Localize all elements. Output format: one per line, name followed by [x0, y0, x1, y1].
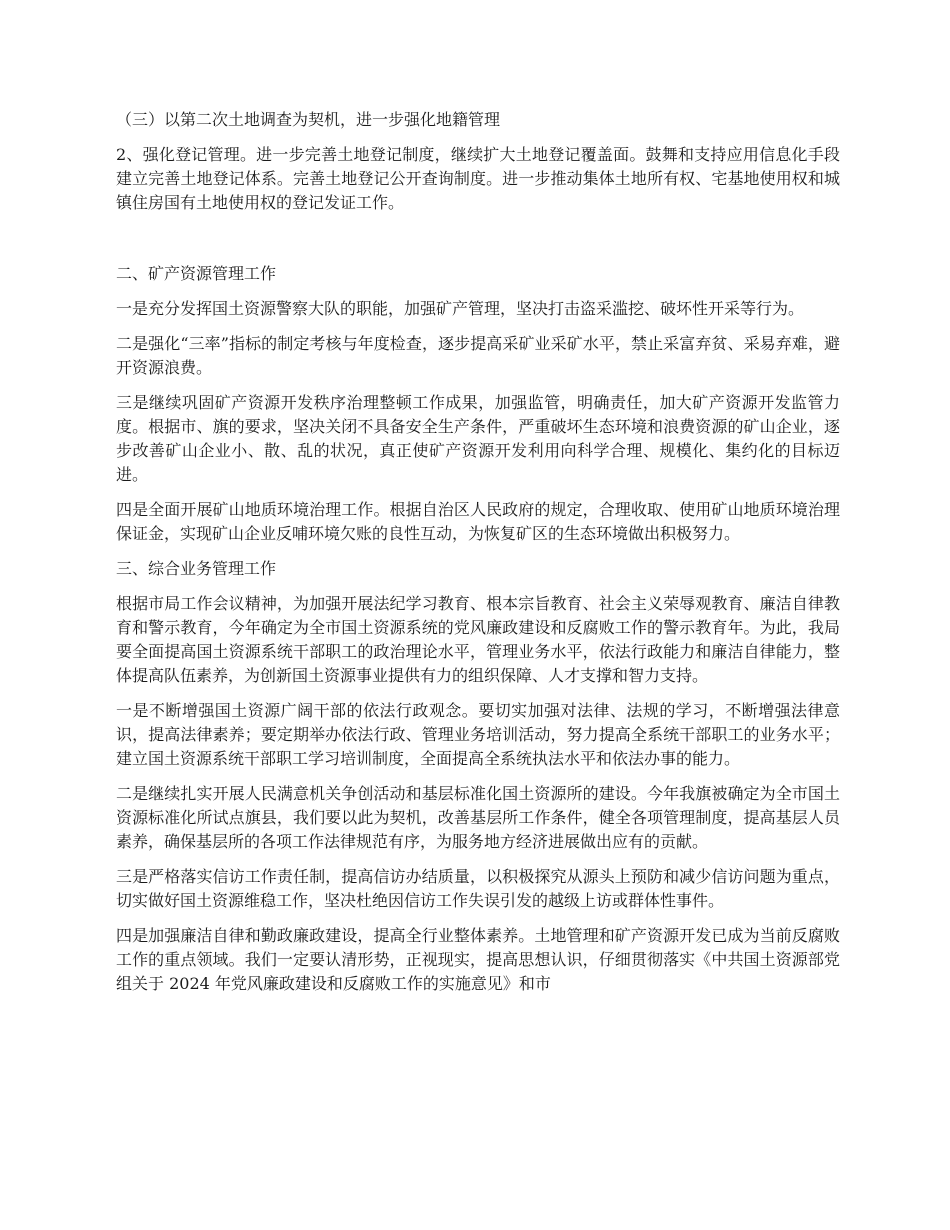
paragraph-registration: 2、强化登记管理。进一步完善土地登记制度，继续扩大土地登记覆盖面。鼓舞和支持应用信息化手段建立完善土地登记体系。完善土地登记公开查询制度。进一步推动集体土地所有权、宅基地使用权和城镇住房国有土地使用权的登记发证工作。: [116, 145, 840, 212]
section-heading-cadastral: （三）以第二次土地调查为契机，进一步强化地籍管理: [116, 110, 501, 129]
heading-mineral-resources: 二、矿产资源管理工作: [116, 264, 277, 283]
paragraph-general-1: 一是不断增强国土资源广阔干部的依法行政观念。要切实加强对法律、法规的学习，不断增强法律意识，提高法律素养；要定期举办依法行政、管理业务培训活动，努力提高全系统干部职工的业务水平；建立国土资源系统干部职工学习培训制度，全面提高全系统执法水平和依法办事的能力。: [116, 701, 840, 768]
heading-general-affairs: 三、综合业务管理工作: [116, 559, 277, 578]
document-page: [116, 108, 840, 1007]
paragraph-mineral-2: 二是强化“三率”指标的制定考核与年度检查，逐步提高采矿业采矿水平，禁止采富弃贫、采易弃难，避开资源浪费。: [116, 334, 840, 377]
paragraph-mineral-3: 三是继续巩固矿产资源开发秩序治理整顿工作成果，加强监管，明确责任，加大矿产资源开发监管力度。根据市、旗的要求，坚决关闭不具备安全生产条件，严重破坏生态环境和浪费资源的矿山企业，逐步改善矿山企业小、散、乱的状况，真正使矿产资源开发利用向科学合理、规模化、集约化的目标迈进。: [116, 393, 840, 484]
paragraph-general-3: 三是严格落实信访工作责任制，提高信访办结质量，以积极探究从源头上预防和减少信访问题为重点，切实做好国土资源维稳工作，坚决杜绝因信访工作失误引发的越级上访或群体性事件。: [116, 867, 840, 910]
paragraph-general-4: 四是加强廉洁自律和勤政廉政建设，提高全行业整体素养。土地管理和矿产资源开发已成为当前反腐败工作的重点领域。我们一定要认清形势，正视现实，提高思想认识，仔细贯彻落实《中共国土资源部党组关于 2024 年党风廉政建设和反腐败工作的实施意见》和市: [116, 926, 840, 993]
paragraph-general-2: 二是继续扎实开展人民满意机关争创活动和基层标准化国土资源所的建设。今年我旗被确定为全市国土资源标准化所试点旗县，我们要以此为契机，改善基层所工作条件，健全各项管理制度，提高基层人员素养，确保基层所的各项工作法律规范有序，为服务地方经济进展做出应有的贡献。: [116, 784, 840, 851]
blank-gap: [116, 226, 840, 262]
paragraph-mineral-4: 四是全面开展矿山地质环境治理工作。根据自治区人民政府的规定，合理收取、使用矿山地质环境治理保证金，实现矿山企业反哺环境欠账的良性互动，为恢复矿区的生态环境做出积极努力。: [116, 500, 840, 543]
paragraph-general-intro: 根据市局工作会议精神，为加强开展法纪学习教育、根本宗旨教育、社会主义荣辱观教育、廉洁自律教育和警示教育，今年确定为全市国土资源系统的党风廉政建设和反腐败工作的警示教育年。为此，我局要全面提高国土资源系统干部职工的政治理论水平，管理业务水平，依法行政能力和廉洁自律能力，整体提高队伍素养，为创新国土资源事业提供有力的组织保障、人才支撑和智力支持。: [116, 594, 840, 685]
paragraph-mineral-1: 一是充分发挥国土资源警察大队的职能，加强矿产管理，坚决打击盗采滥挖、破坏性开采等行为。: [116, 299, 805, 318]
